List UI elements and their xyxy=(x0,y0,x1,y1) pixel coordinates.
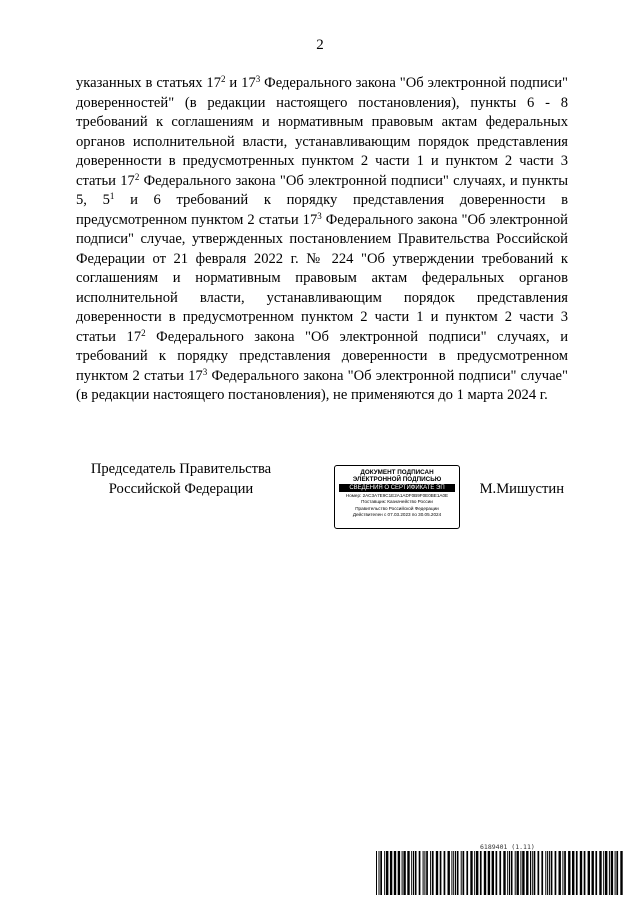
stamp-number: Номер: 2AC3A7E9C1E2A1ADF0B9F0E0BE1A0E xyxy=(345,493,449,498)
signatory-title xyxy=(76,460,286,499)
stamp-heading-line-1: ДОКУМЕНТ ПОДПИСАН xyxy=(360,469,434,476)
stamp-certificate-bar: СВЕДЕНИЯ О СЕРТИФИКАТЕ ЭП xyxy=(339,484,455,492)
stamp-issuer: Поставщик: Казначейство России xyxy=(361,499,433,505)
electronic-signature-stamp xyxy=(334,465,460,529)
body-paragraph: указанных в статьях $17^2$ и $17^3$ Федерального закона "Об электронной подписи" доверенностей" (в редакции настоящего постановления), пункты 6 - 8 требований к соглашениям и нормативным правовым актам федеральных органов исполнительной власти, устанавливающим порядок представления доверенности в предусмотренных пунктом 2 части 1 и пунктом 2 части 3 статьи $17^2$ Федерального закона "Об электронной подписи" случаях, и пункты 5, $5^1$ и 6 требований к порядку представления доверенности в предусмотренном пунктом 2 статьи $17^3$ Федерального закона "Об электронной подписи" случае, утвержденных постановлением Правительства Российской Федерации от 21 февраля 2022 г. № 224 "Об утверждении требований к соглашениям и нормативным правовым актам федеральных органов исполнительной власти, устанавливающим порядок представления доверенности в предусмотренном пунктом 2 части 1 и пунктом 2 части 3 статьи $17^2$ Федерального закона "Об электронной подписи" случаях, и требований к порядку представления доверенности в предусмотренном пунктом 2 статьи $17^3$ Федерального закона "Об электронной подписи" случае" (в редакции настоящего постановления), не применяются до 1 марта 2024 г. xyxy=(76,74,569,403)
signatory-title-line-2: Российской Федерации xyxy=(108,480,254,497)
stamp-validity: Действителен с 07.03.2023 по 30.05.2024 xyxy=(352,512,442,518)
document-code: 6189401 (1.11) xyxy=(480,843,535,851)
signatory-title-line-1: Председатель Правительства xyxy=(90,461,272,477)
signer-name: М.Мишустин xyxy=(479,481,564,497)
page-number: 2 xyxy=(316,37,324,53)
barcode-icon xyxy=(376,851,626,895)
stamp-owner: Правительство Российской Федерации xyxy=(355,505,439,511)
stamp-heading-line-2: ЭЛЕКТРОННОЙ ПОДПИСЬЮ xyxy=(352,476,442,483)
stamp-heading xyxy=(335,469,459,483)
